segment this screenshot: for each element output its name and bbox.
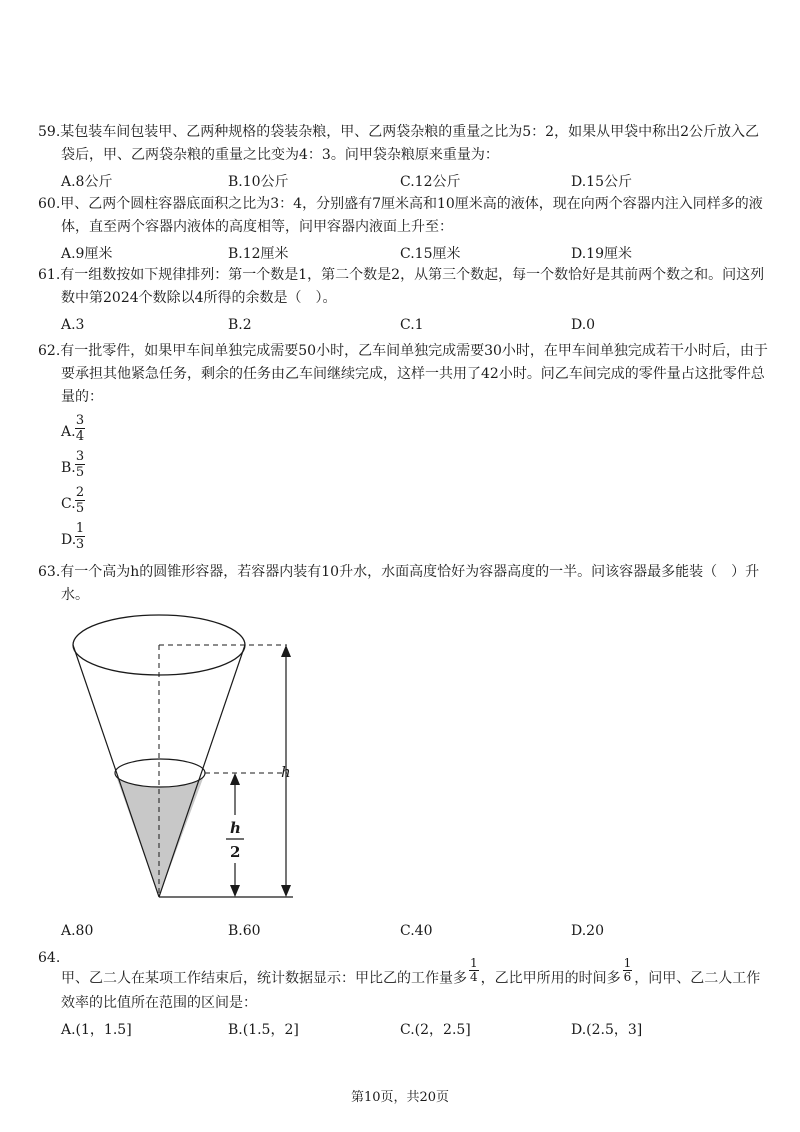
option-label: B.	[61, 460, 76, 476]
option-b[interactable]: B.(1.5，2]	[228, 1022, 299, 1038]
option-b[interactable]: B.10公斤	[228, 174, 289, 190]
fraction	[469, 957, 479, 984]
fraction	[75, 413, 85, 444]
option-b[interactable]: B.60	[228, 923, 261, 939]
option-row	[38, 314, 768, 336]
question-63-options	[38, 920, 768, 942]
option-a[interactable]: A.80	[61, 923, 94, 939]
option-c[interactable]: C.12公斤	[400, 174, 461, 190]
option-b[interactable]: B.12厘米	[228, 246, 289, 262]
water-surface	[115, 759, 205, 787]
option-c[interactable]: C.(2，2.5]	[400, 1022, 471, 1038]
question-61	[38, 264, 768, 336]
h-arrow-top	[281, 645, 291, 657]
fraction	[75, 521, 85, 552]
stem-text: ，问甲、乙二人工作效率的比值所在范围的区间是：	[61, 970, 761, 1011]
option-a[interactable]	[61, 413, 768, 449]
stem-text: ，乙比甲所用的时间多	[480, 970, 621, 987]
option-c[interactable]: C.15厘米	[400, 246, 461, 262]
denominator: 5	[75, 501, 85, 516]
numerator: 1	[623, 956, 632, 970]
denominator: 6	[623, 970, 632, 984]
water-fill	[115, 773, 205, 897]
half-h-arrow-bottom	[230, 885, 240, 897]
denominator: 4	[470, 970, 478, 984]
fraction	[75, 485, 85, 516]
question-63	[38, 561, 768, 607]
option-a[interactable]: A.3	[61, 317, 85, 333]
question-59	[38, 121, 768, 193]
half-h-denominator: 2	[230, 843, 241, 861]
option-label: D.	[61, 532, 77, 548]
denominator: 3	[75, 537, 85, 552]
option-b[interactable]	[61, 449, 768, 485]
h-label: h	[281, 763, 291, 781]
question-64	[38, 947, 768, 1041]
numerator: 3	[75, 413, 85, 428]
page-footer: 第10页，共20页	[350, 1090, 450, 1105]
question-stem: 60.甲、乙两个圆柱容器底面积之比为3：4，分别盛有7厘米高和10厘米高的液体，现在向两个容器内注入同样多的液体，直至两个容器内液体的高度相等，问甲容器内液面上升至：	[38, 196, 763, 235]
option-row	[38, 1019, 768, 1041]
question-number: 64.	[38, 950, 61, 966]
option-d[interactable]: D.0	[571, 317, 596, 333]
question-stem: 62.有一批零件，如果甲车间单独完成需要50小时，乙车间单独完成需要30小时，在甲车间单独完成若干小时后，由于要承担其他紧急任务，剩余的任务由乙车间继续完成，这样一共用了42小时。问乙车间完成的零件量占这批零件总量的：	[38, 343, 768, 405]
option-row	[38, 243, 768, 265]
option-c[interactable]: C.40	[400, 923, 433, 939]
denominator: 5	[75, 465, 85, 480]
half-h-arrow-top	[230, 773, 240, 785]
option-a[interactable]: A.8公斤	[61, 174, 113, 190]
question-60	[38, 193, 768, 265]
option-row	[38, 920, 768, 942]
h-arrow-bottom	[281, 885, 291, 897]
denominator: 4	[75, 429, 85, 444]
option-row	[38, 171, 768, 193]
question-62	[38, 340, 768, 557]
question-stem: 63.有一个高为h的圆锥形容器，若容器内装有10升水，水面高度恰好为容器高度的一半。问该容器最多能装（ ）升水。	[38, 564, 760, 603]
stem-text: 甲、乙二人在某项工作结束后，统计数据显示：甲比乙的工作量多	[61, 970, 467, 987]
option-list	[38, 413, 768, 557]
numerator: 1	[75, 521, 85, 536]
option-label: C.	[61, 496, 76, 512]
fraction	[75, 449, 85, 480]
fraction	[623, 957, 633, 984]
cone-figure	[55, 605, 315, 905]
option-d[interactable]	[61, 521, 768, 557]
option-c[interactable]	[61, 485, 768, 521]
half-h-numerator: h	[230, 819, 241, 837]
question-stem: 59.某包装车间包装甲、乙两种规格的袋装杂粮，甲、乙两袋杂粮的重量之比为5：2，如果从甲袋中称出2公斤放入乙袋后，甲、乙两袋杂粮的重量之比变为4：3。问甲袋杂粮原来重量为：	[38, 124, 759, 163]
question-stem: 61.有一组数按如下规律排列：第一个数是1，第二个数是2，从第三个数起，每一个数恰好是其前两个数之和。问这列数中第2024个数除以4所得的余数是（ ）。	[38, 267, 765, 306]
option-d[interactable]: D.19厘米	[571, 246, 632, 262]
numerator: 1	[470, 956, 478, 970]
numerator: 2	[75, 485, 85, 500]
option-a[interactable]: A.9厘米	[61, 246, 113, 262]
option-d[interactable]: D.20	[571, 923, 604, 939]
option-a[interactable]: A.(1，1.5]	[61, 1022, 132, 1038]
numerator: 3	[75, 449, 85, 464]
option-d[interactable]: D.(2.5，3]	[571, 1022, 643, 1038]
option-c[interactable]: C.1	[400, 317, 424, 333]
option-label: A.	[61, 424, 76, 440]
option-d[interactable]: D.15公斤	[571, 174, 632, 190]
option-b[interactable]: B.2	[228, 317, 252, 333]
